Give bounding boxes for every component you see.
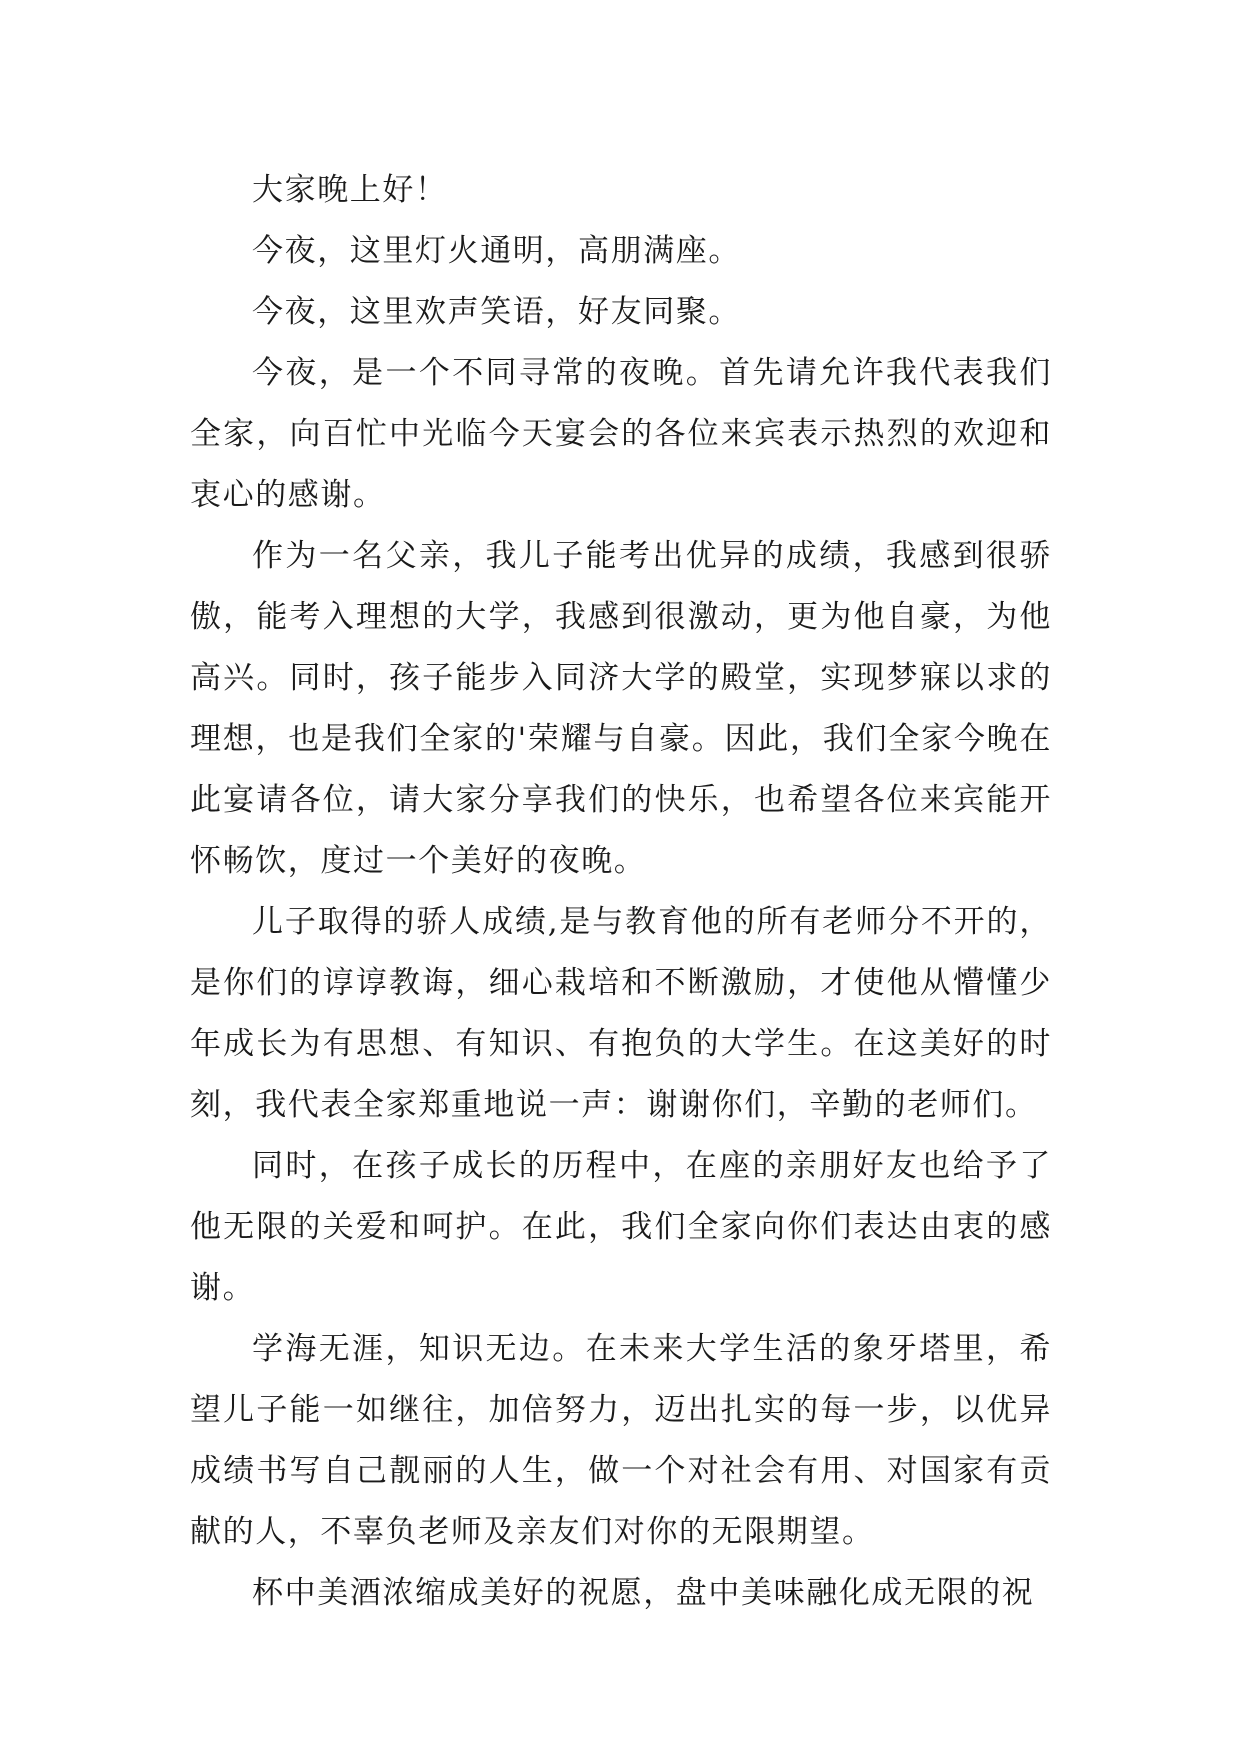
paragraph-father-pride: 作为一名父亲，我儿子能考出优异的成绩，我感到很骄傲，能考入理想的大学，我感到很激动，更为他自豪，为他高兴。同时，孩子能步入同济大学的殿堂，实现梦寐以求的理想，也是我们全家的'荣耀与自豪。因此，我们全家今晚在此宴请各位，请大家分享我们的快乐，也希望各位来宾能开怀畅饮，度过一个美好的夜晚。 bbox=[190, 538, 1052, 879]
paragraph-thanks-teachers: 儿子取得的骄人成绩,是与教育他的所有老师分不开的，是你们的谆谆教诲，细心栽培和不断激励，才使他从懵懂少年成长为有思想、有知识、有抱负的大学生。在这美好的时刻，我代表全家郑重地说一声：谢谢你们，辛勤的老师们。 bbox=[190, 904, 1052, 1123]
paragraph-thanks-friends: 同时，在孩子成长的历程中，在座的亲朋好友也给予了他无限的关爱和呵护。在此，我们全家向你们表达由衷的感谢。 bbox=[190, 1148, 1052, 1306]
paragraph-wishes-son: 学海无涯，知识无边。在未来大学生活的象牙塔里，希望儿子能一如继往，加倍努力，迈出扎实的每一步，以优异成绩书写自己靓丽的人生，做一个对社会有用、对国家有贡献的人，不辜负老师及亲友们对你的无限期望。 bbox=[190, 1331, 1052, 1550]
paragraph-welcome: 今夜，是一个不同寻常的夜晚。首先请允许我代表我们全家，向百忙中光临今天宴会的各位来宾表示热烈的欢迎和衷心的感谢。 bbox=[190, 355, 1052, 513]
paragraph-toast: 杯中美酒浓缩成美好的祝愿，盘中美味融化成无限的祝 bbox=[252, 1575, 1035, 1611]
paragraph-greeting: 大家晚上好！ bbox=[252, 172, 448, 208]
speech-body bbox=[190, 160, 1052, 1624]
paragraph-tonight-lights: 今夜，这里灯火通明，高朋满座。 bbox=[252, 233, 741, 269]
paragraph-tonight-laughter: 今夜，这里欢声笑语，好友同聚。 bbox=[252, 294, 741, 330]
